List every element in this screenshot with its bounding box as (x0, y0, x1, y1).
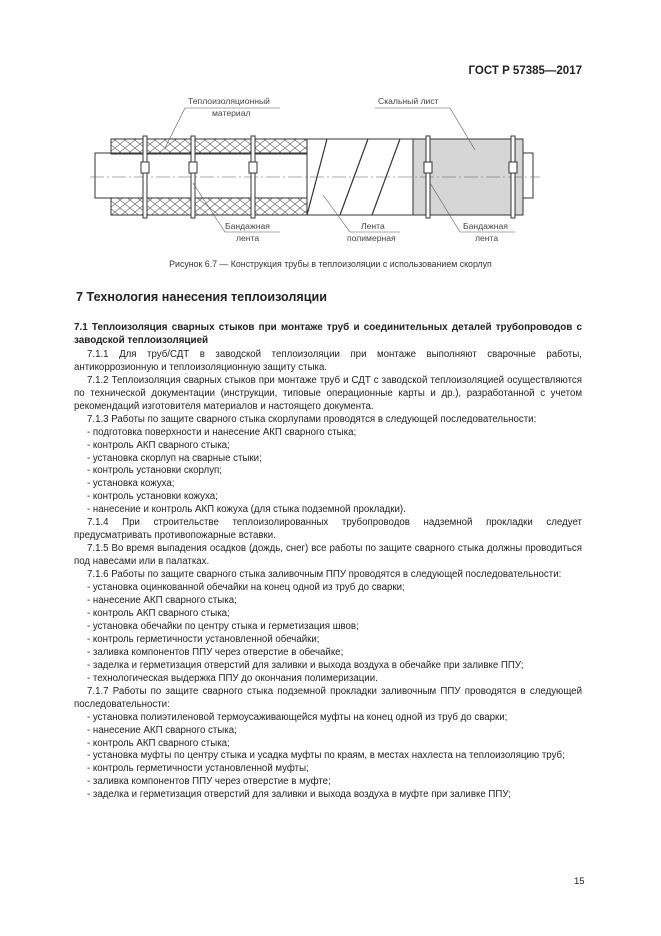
paragraph-7-1-7: 7.1.7 Работы по защите сварного стыка подземной прокладки заливочным ППУ проводятся в следующей последовательности: (74, 685, 582, 710)
list-item: - технологическая выдержка ППУ до окончания полимеризации. (87, 672, 378, 684)
list-item: - контроль АКП сварного стыка; (87, 607, 230, 619)
paragraph-7-1-1: 7.1.1 Для труб/СДТ в заводской теплоизоляции при монтаже выполняют сварочные работы, антикоррозионную и теплоизоляционную защиту стыка. (74, 348, 582, 373)
label-band-left-line1: Бандажная (225, 221, 270, 231)
list-item: - контроль установки скорлуп; (87, 465, 222, 477)
list-item: - контроль установки кожуха; (87, 491, 218, 503)
label-band-right-line2: лента (475, 233, 499, 243)
subsection-heading: 7.1 Теплоизоляция сварных стыков при монтаже труб и соединительных деталей трубопроводов с заводской теплоизоляцией (74, 322, 582, 346)
document-number: ГОСТ Р 57385—2017 (468, 65, 582, 77)
figure-caption: Рисунок 6.7 — Конструкция трубы в теплоизоляции с использованием скорлуп (169, 259, 492, 269)
pipe-figure (0, 0, 661, 260)
list-item: - заливка компонентов ППУ через отверстие в муфте; (87, 776, 331, 788)
band (143, 136, 147, 218)
band (191, 136, 195, 218)
band (251, 136, 255, 218)
label-tape-line2: полимерная (347, 233, 396, 243)
list-item: - заливка компонентов ППУ через отверстие в обечайке; (87, 646, 344, 658)
band (511, 136, 515, 218)
list-item: - контроль АКП сварного стыка; (87, 439, 230, 451)
list-item: - контроль АКП сварного стыка; (87, 737, 230, 749)
list-item: - установка кожуха; (87, 478, 175, 490)
paragraph-7-1-5: 7.1.5 Во время выпадения осадков (дождь, снег) все работы по защите сварного стыка должны проводиться под навесами или в палатках. (74, 543, 582, 568)
label-band-right-line1: Бандажная (463, 221, 508, 231)
paragraph-7-1-6: 7.1.6 Работы по защите сварного стыка заливочным ППУ проводятся в следующей последовательности: (87, 569, 562, 581)
band (426, 136, 430, 218)
insulation-bottom (111, 198, 307, 215)
list-item: - установка полиэтиленовой термоусаживающейся муфты на конец одной из труб до сварки; (87, 711, 508, 723)
label-rock-sheet: Скальный лист (378, 96, 439, 106)
list-item: - нанесение и контроль АКП кожуха (для стыка подземной прокладки). (87, 504, 406, 516)
list-item: - нанесение АКП сварного стыка; (87, 595, 237, 607)
list-item: - нанесение АКП сварного стыка; (87, 724, 237, 736)
list-item: - установка оцинкованной обечайки на конец одной из труб до сварки; (87, 582, 405, 594)
list-item: - заделка и герметизация отверстий для заливки и выхода воздуха в муфте при заливке ППУ; (87, 789, 511, 801)
list-item: - заделка и герметизация отверстий для заливки и выхода воздуха в обечайке при заливке ППУ; (87, 659, 524, 671)
label-band-left-line2: лента (236, 233, 260, 243)
paragraph-7-1-2: 7.1.2 Теплоизоляция сварных стыков при монтаже труб и СДТ с заводской теплоизоляцией осуществляются по технической документации (инструкции, типовые операционные карты и др.), разработанной с учетом рекомендаций изготовителя материалов и настоящего документа. (74, 374, 582, 412)
list-item: - установка скорлуп на сварные стыки; (87, 452, 262, 464)
label-tape-line1: Лента (361, 221, 385, 231)
label-insulation-line2: материал (212, 108, 251, 118)
paragraph-7-1-3: 7.1.3 Работы по защите сварного стыка скорлупами проводятся в следующей последовательности: (87, 413, 537, 425)
pipe-drawing (90, 96, 540, 243)
document-body (74, 322, 582, 802)
page-number: 15 (574, 876, 585, 887)
list-item: - контроль герметичности установленной обечайки; (87, 633, 320, 645)
list-item: - контроль герметичности установленной муфты; (87, 763, 309, 775)
insulation-top (111, 139, 307, 154)
label-insulation-line1: Теплоизоляционный (188, 96, 270, 106)
section-heading: 7 Технология нанесения теплоизоляции (76, 290, 327, 304)
list-item: - установка муфты по центру стыка и усадка муфты по краям, в местах нахлеста на теплоизоляцию труб; (87, 750, 565, 762)
paragraph-7-1-4: 7.1.4 При строительстве теплоизолированных трубопроводов надземной прокладки следует предусматривать противопожарные вставки. (74, 517, 582, 542)
list-item: - подготовка поверхности и нанесение АКП сварного стыка; (87, 426, 357, 438)
list-item: - установка обечайки по центру стыка и герметизация швов; (87, 620, 359, 632)
